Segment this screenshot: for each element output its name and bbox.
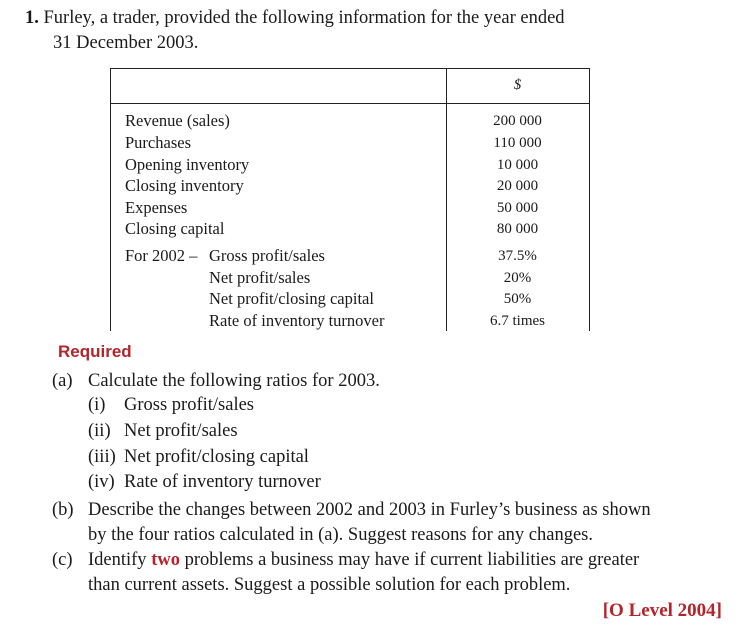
part-b-line2: by the four ratios calculated in (a). Suggest reasons for any changes.: [88, 525, 593, 545]
subpart-item: [88, 395, 254, 416]
ratio-label: Rate of inventory turnover: [209, 311, 385, 330]
ratio-label: Net profit/sales: [209, 268, 311, 287]
ratio-value: 6.7 times: [490, 313, 545, 329]
subpart-text: Gross profit/sales: [124, 395, 254, 415]
table-row-value: 80 000: [496, 221, 539, 237]
table-row-label: Closing capital: [125, 219, 225, 238]
table-row-value: 10 000: [496, 157, 539, 173]
source-reference: [O Level 2004]: [602, 600, 722, 621]
table-header-rule: [111, 103, 589, 104]
subpart-text: Net profit/closing capital: [124, 447, 309, 467]
ratio-label: Net profit/closing capital: [209, 289, 374, 308]
question-text-line1: Furley, a trader, provided the following information for the year ended: [43, 8, 565, 28]
subpart-label: (i): [88, 395, 106, 415]
part-a-label: (a): [52, 371, 73, 391]
table-row-value: 20 000: [496, 178, 539, 194]
question-intro: [25, 6, 725, 56]
subpart-label: (iv): [88, 472, 115, 492]
part-c-line2: than current assets. Suggest a possible solution for each problem.: [88, 575, 571, 595]
part-c-pre: Identify: [88, 550, 147, 570]
table-row-value: 50 000: [496, 200, 539, 216]
ratio-label: Gross profit/sales: [209, 246, 325, 265]
question-text-line2: 31 December 2003.: [53, 33, 199, 53]
part-b-label: (b): [52, 500, 74, 520]
table-row-label: Closing inventory: [125, 176, 244, 195]
table-row-value: 110 000: [493, 135, 542, 151]
part-c-emphasis: two: [151, 550, 180, 570]
table-row-label: Opening inventory: [125, 155, 250, 174]
ratio-value: 20%: [503, 270, 532, 286]
ratio-value: 37.5%: [498, 248, 537, 264]
required-heading: Required: [58, 342, 132, 361]
ratios-prefix: For 2002 –: [125, 246, 198, 265]
table-row-label: Purchases: [125, 133, 191, 152]
part-b-line1: Describe the changes between 2002 and 2003 in Furley’s business as shown: [88, 500, 651, 520]
subpart-item: [88, 447, 309, 468]
subpart-label: (ii): [88, 421, 111, 441]
subpart-text: Rate of inventory turnover: [124, 472, 321, 492]
question-number: 1.: [25, 8, 39, 28]
subpart-item: [88, 472, 321, 493]
part-c-post: problems a business may have if current liabilities are greater: [184, 550, 640, 570]
part-a-text: Calculate the following ratios for 2003.: [88, 371, 380, 391]
currency-header: $: [513, 77, 522, 93]
part-c-label: (c): [52, 550, 73, 570]
table-row-label: Revenue (sales): [125, 111, 230, 130]
ratio-value: 50%: [503, 291, 532, 307]
table-row-label: Expenses: [125, 198, 188, 217]
subpart-text: Net profit/sales: [124, 421, 238, 441]
table-row-value: 200 000: [493, 113, 542, 129]
subpart-label: (iii): [88, 447, 116, 467]
part-c-line1: [88, 548, 639, 573]
subpart-item: [88, 421, 238, 442]
data-table: [110, 68, 590, 331]
